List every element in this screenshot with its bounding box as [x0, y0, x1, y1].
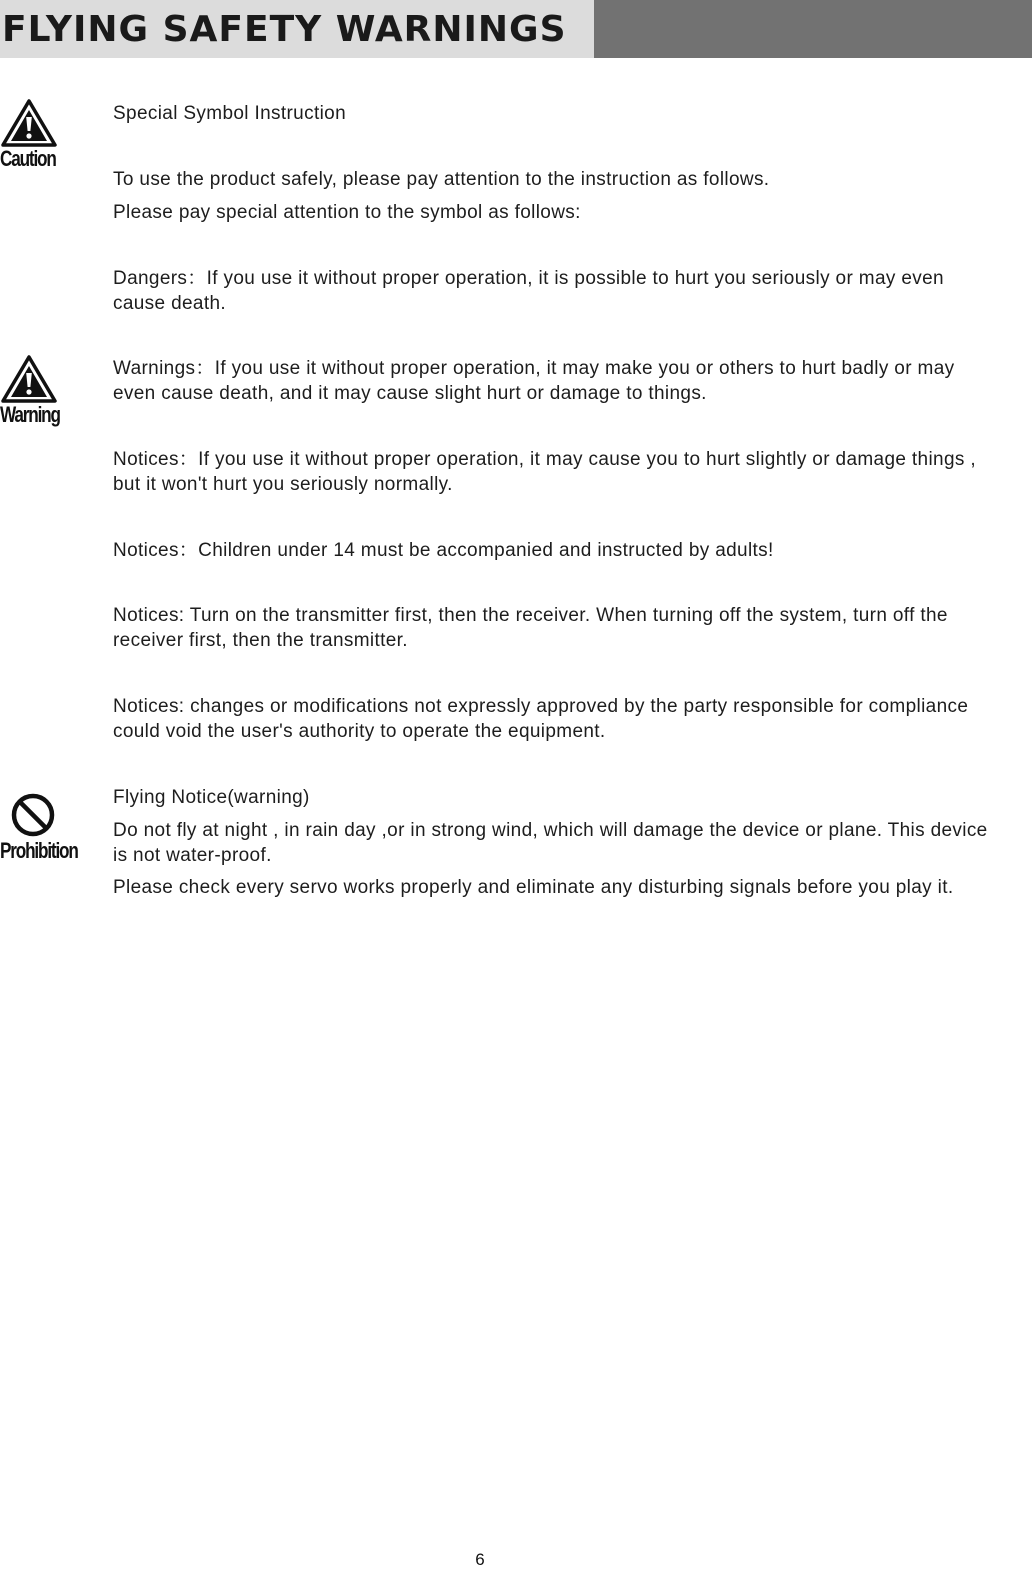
header-band [0, 0, 1032, 58]
warning-symbol [0, 354, 77, 426]
header-dark-bar [594, 0, 1032, 58]
notice-paragraph-3: Notices: Turn on the transmitter first, then the receiver. When turning off the system, turn off the receiver first, then the transmitter. [113, 605, 948, 651]
flying-notice-heading: Flying Notice(warning) [113, 787, 310, 808]
symbol-instruction-heading: Special Symbol Instruction [113, 103, 346, 124]
notice-paragraph-2: Notices：Children under 14 must be accompanied and instructed by adults! [113, 540, 774, 561]
warning-label: Warning [0, 402, 60, 427]
header-title-box [0, 0, 594, 58]
flying-notice-paragraph-1: Do not fly at night , in rain day ,or in strong wind, which will damage the device or plane. This device is not water-proof. [113, 820, 988, 866]
prohibition-circle-icon [0, 792, 58, 840]
flying-notice-paragraph-2: Please check every servo works properly and eliminate any disturbing signals before you play it. [113, 877, 954, 898]
intro-line-1: To use the product safely, please pay attention to the instruction as follows. [113, 169, 770, 190]
caution-label: Caution [0, 146, 56, 171]
caution-symbol [0, 98, 71, 170]
warning-triangle-icon [0, 354, 58, 404]
page-title: FLYING SAFETY WARNINGS [2, 9, 567, 50]
notice-paragraph-4: Notices: changes or modifications not expressly approved by the party responsible for compliance could void the user's authority to operate the equipment. [113, 696, 969, 742]
notice-paragraph-1: Notices：If you use it without proper operation, it may cause you to hurt slightly or damage things , but it won't hurt you seriously normally. [113, 449, 976, 495]
prohibition-symbol [0, 792, 100, 862]
dangers-paragraph: Dangers：If you use it without proper operation, it is possible to hurt you seriously or may even cause death. [113, 268, 944, 314]
warnings-paragraph: Warnings：If you use it without proper operation, it may make you or others to hurt badly or may even cause death, and it may cause slight hurt or damage to things. [113, 358, 955, 404]
page-number: 6 [475, 1550, 485, 1569]
caution-triangle-icon [0, 98, 58, 148]
prohibition-label: Prohibition [0, 838, 78, 863]
intro-line-2: Please pay special attention to the symbol as follows: [113, 202, 581, 223]
